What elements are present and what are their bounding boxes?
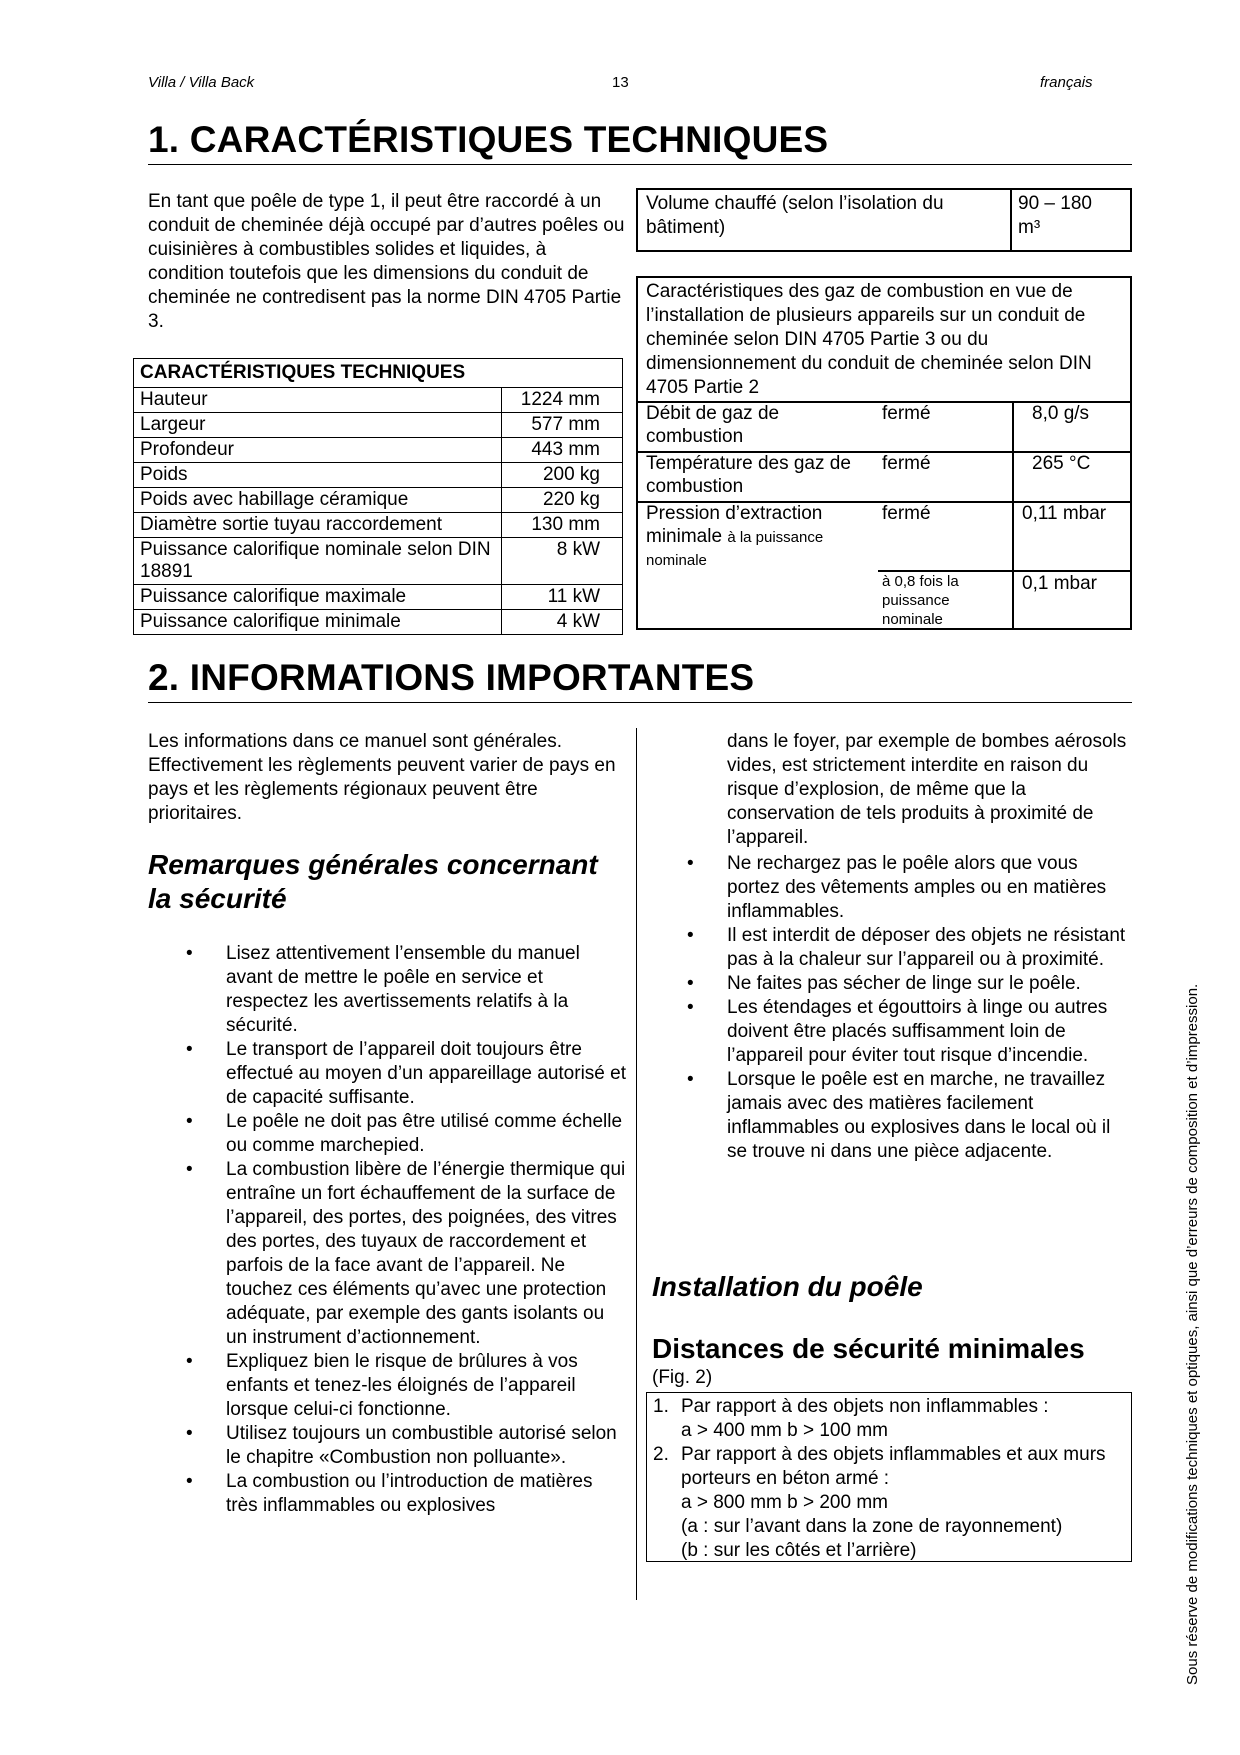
list-item-text: La combustion libère de l’énergie thermique qui entraîne un fort échauffement de la surface de l’appareil, des portes, des poignées, des vitres des portes, des tuyaux de raccordement et parfois de la face avant de l’appareil. Ne touchez ces éléments qu’avec une protection adéquate, par exemple des gants isolants ou un instrument d’actionnement. [226, 1159, 626, 1348]
list-number: 2. [653, 1444, 669, 1465]
list-item [186, 1422, 626, 1470]
list-item-text: Lisez attentivement l’ensemble du manuel avant de mettre le poêle en service et respectez les avertissements relatifs à la sécurité. [226, 943, 580, 1036]
spec-label: Puissance calorifique maximale [134, 585, 502, 610]
divider [1012, 401, 1014, 628]
spec-value: 220 kg [502, 488, 623, 513]
list-item [186, 942, 626, 1038]
safety-distances-list [647, 1395, 1127, 1563]
figure-reference: (Fig. 2) [652, 1367, 713, 1388]
distance-item-2-text: Par rapport à des objets inflammables et aux murs porteurs en béton armé : [681, 1444, 1106, 1489]
tech-specs-heading: CARACTÉRISTIQUES TECHNIQUES [134, 359, 623, 388]
bullet-icon: • [186, 1159, 193, 1180]
list-item [186, 1110, 626, 1158]
bullet-icon: • [186, 1111, 193, 1132]
flue-gas-heading: Caractéristiques des gaz de combustion en vue de l’installation de plusieurs appareils sur un conduit de cheminée selon DIN 4705 Partie 3 ou du dimensionnement du conduit de cheminée selon DIN 4705 Partie 2 [646, 281, 1092, 398]
spec-label: Hauteur [134, 388, 502, 413]
flue-gas-table [636, 276, 1132, 630]
table-row [134, 610, 623, 635]
spec-value: 130 mm [502, 513, 623, 538]
safety-distances-box [646, 1392, 1132, 1562]
spec-value: 577 mm [502, 413, 623, 438]
list-item [687, 996, 1135, 1068]
section2-title: 2. INFORMATIONS IMPORTANTES [148, 656, 1132, 703]
list-item-text: La combustion ou l’introduction de matières très inflammables ou explosives [226, 1471, 593, 1516]
list-item-text: Il est interdit de déposer des objets ne résistant pas à la chaleur sur l’appareil ou à proximité. [727, 925, 1126, 970]
spec-label: Poids avec habillage céramique [134, 488, 502, 513]
bullet-icon: • [186, 943, 193, 964]
section1-intro: En tant que poêle de type 1, il peut être raccordé à un conduit de cheminée déjà occupé par d’autres poêles ou cuisinières à combustibles solides et liquides, à condition toutefois que les dimensions du conduit de cheminée ne contredisent pas la norme DIN 4705 Partie 3. [148, 191, 625, 332]
spec-label: Diamètre sortie tuyau raccordement [134, 513, 502, 538]
spec-label: Puissance calorifique nominale selon DIN 18891 [134, 538, 502, 585]
draught-label-main: Pression d’extraction minimale [646, 503, 823, 547]
safety-list-left [186, 942, 626, 1518]
list-item [647, 1395, 1127, 1443]
section1-title: 1. CARACTÉRISTIQUES TECHNIQUES [148, 118, 1132, 165]
list-item-text: Le poêle ne doit pas être utilisé comme échelle ou comme marchepied. [226, 1111, 623, 1156]
table-row [134, 513, 623, 538]
column-divider [636, 728, 637, 1600]
spec-value: 1224 mm [502, 388, 623, 413]
list-item [687, 924, 1135, 972]
flow-label: Débit de gaz de combustion [646, 403, 780, 447]
section2-intro: Les informations dans ce manuel sont générales. Effectivement les règlements peuvent varier de pays en pays et les règlements régionaux peuvent être prioritaires. [148, 731, 616, 824]
list-item [186, 1470, 626, 1518]
list-number: 1. [653, 1396, 669, 1417]
spec-value: 8 kW [502, 538, 623, 585]
draught-reduced-state: à 0,8 fois la puissance nominale [882, 573, 959, 628]
list-item [186, 1350, 626, 1422]
temperature-value: 265 °C [1032, 453, 1091, 474]
distances-heading: Distances de sécurité minimales [652, 1333, 1085, 1364]
list-item-text: Ne faites pas sécher de linge sur le poêle. [727, 973, 1081, 994]
distance-note-a: (a : sur l’avant dans la zone de rayonnement) [681, 1516, 1063, 1537]
safety-list-right [687, 852, 1135, 1164]
table-row [134, 388, 623, 413]
spec-value: 11 kW [502, 585, 623, 610]
list-item [186, 1038, 626, 1110]
list-item-text: Le transport de l’appareil doit toujours être effectué au moyen d’un appareillage autorisé et de capacité suffisante. [226, 1039, 626, 1108]
safety-heading: Remarques générales concernant la sécurité [148, 849, 598, 914]
bullet-icon: • [687, 925, 694, 946]
bullet-icon: • [186, 1351, 193, 1372]
list-item-text: Ne rechargez pas le poêle alors que vous portez des vêtements amples ou en matières inflammables. [727, 853, 1107, 922]
heated-volume-box [636, 188, 1132, 252]
draught-state: fermé [882, 503, 931, 524]
flow-value: 8,0 g/s [1032, 403, 1090, 424]
list-item-text: Expliquez bien le risque de brûlures à vos enfants et tenez-les éloignés de l’appareil lorsque celui-ci fonctionne. [226, 1351, 578, 1420]
list-item [687, 1068, 1135, 1164]
heated-volume-label: Volume chauffé (selon l’isolation du bâtiment) [646, 193, 944, 238]
table-row [134, 438, 623, 463]
table-row [134, 538, 623, 585]
bullet-icon: • [687, 1069, 694, 1090]
draught-reduced-value: 0,1 mbar [1022, 573, 1097, 594]
bullet-icon: • [687, 973, 694, 994]
list-item [647, 1443, 1127, 1563]
list-item [687, 852, 1135, 924]
side-disclaimer: Sous réserve de modifications techniques et optiques, ainsi que d’erreurs de composition et d’impression. [1184, 983, 1201, 1685]
list-item [687, 972, 1135, 996]
bullet-icon: • [186, 1039, 193, 1060]
spec-label: Profondeur [134, 438, 502, 463]
tech-specs-heading-row [134, 359, 623, 388]
spec-value: 443 mm [502, 438, 623, 463]
spec-label: Poids [134, 463, 502, 488]
distance-item-1-values: a > 400 mm b > 100 mm [681, 1420, 888, 1441]
header-language: français [1040, 74, 1093, 91]
table-row [134, 413, 623, 438]
header-page-number: 13 [612, 74, 629, 91]
table-row [134, 488, 623, 513]
draught-label-small: à la puissance nominale [646, 529, 824, 569]
bullet-icon: • [687, 997, 694, 1018]
table-row [134, 585, 623, 610]
bullet-icon: • [186, 1423, 193, 1444]
bullet-icon: • [687, 853, 694, 874]
divider [1010, 190, 1012, 250]
header-doc-title: Villa / Villa Back [148, 74, 255, 91]
spec-label: Largeur [134, 413, 502, 438]
heated-volume-value: 90 – 180 m³ [1018, 193, 1092, 238]
distance-item-2-values: a > 800 mm b > 200 mm [681, 1492, 888, 1513]
draught-value: 0,11 mbar [1022, 503, 1107, 524]
list-item-text: Utilisez toujours un combustible autorisé selon le chapitre «Combustion non polluante». [226, 1423, 617, 1468]
spec-label: Puissance calorifique minimale [134, 610, 502, 635]
table-row [134, 463, 623, 488]
list-item [186, 1158, 626, 1350]
distance-item-1-text: Par rapport à des objets non inflammables : [681, 1396, 1049, 1417]
list-item-text: Les étendages et égouttoirs à linge ou autres doivent être placés suffisamment loin de l’appareil pour éviter tout risque d’incendie. [727, 997, 1108, 1066]
distance-note-b: (b : sur les côtés et l’arrière) [681, 1540, 917, 1561]
temperature-label: Température des gaz de combustion [646, 453, 851, 497]
tech-specs-table [133, 358, 623, 635]
installation-heading: Installation du poêle [652, 1271, 923, 1302]
temperature-state: fermé [882, 453, 931, 474]
bullet-icon: • [186, 1471, 193, 1492]
spec-value: 4 kW [502, 610, 623, 635]
flow-state: fermé [882, 403, 931, 424]
draught-label [646, 502, 870, 571]
continued-paragraph: dans le foyer, par exemple de bombes aérosols vides, est strictement interdite en raison du risque d’explosion, de même que la conservation de tels produits à proximité de l’appareil. [727, 731, 1127, 848]
list-item-text: Lorsque le poêle est en marche, ne travaillez jamais avec des matières facilement inflammables ou explosives dans le local où il se trouve ni dans une pièce adjacente. [727, 1069, 1111, 1162]
spec-value: 200 kg [502, 463, 623, 488]
